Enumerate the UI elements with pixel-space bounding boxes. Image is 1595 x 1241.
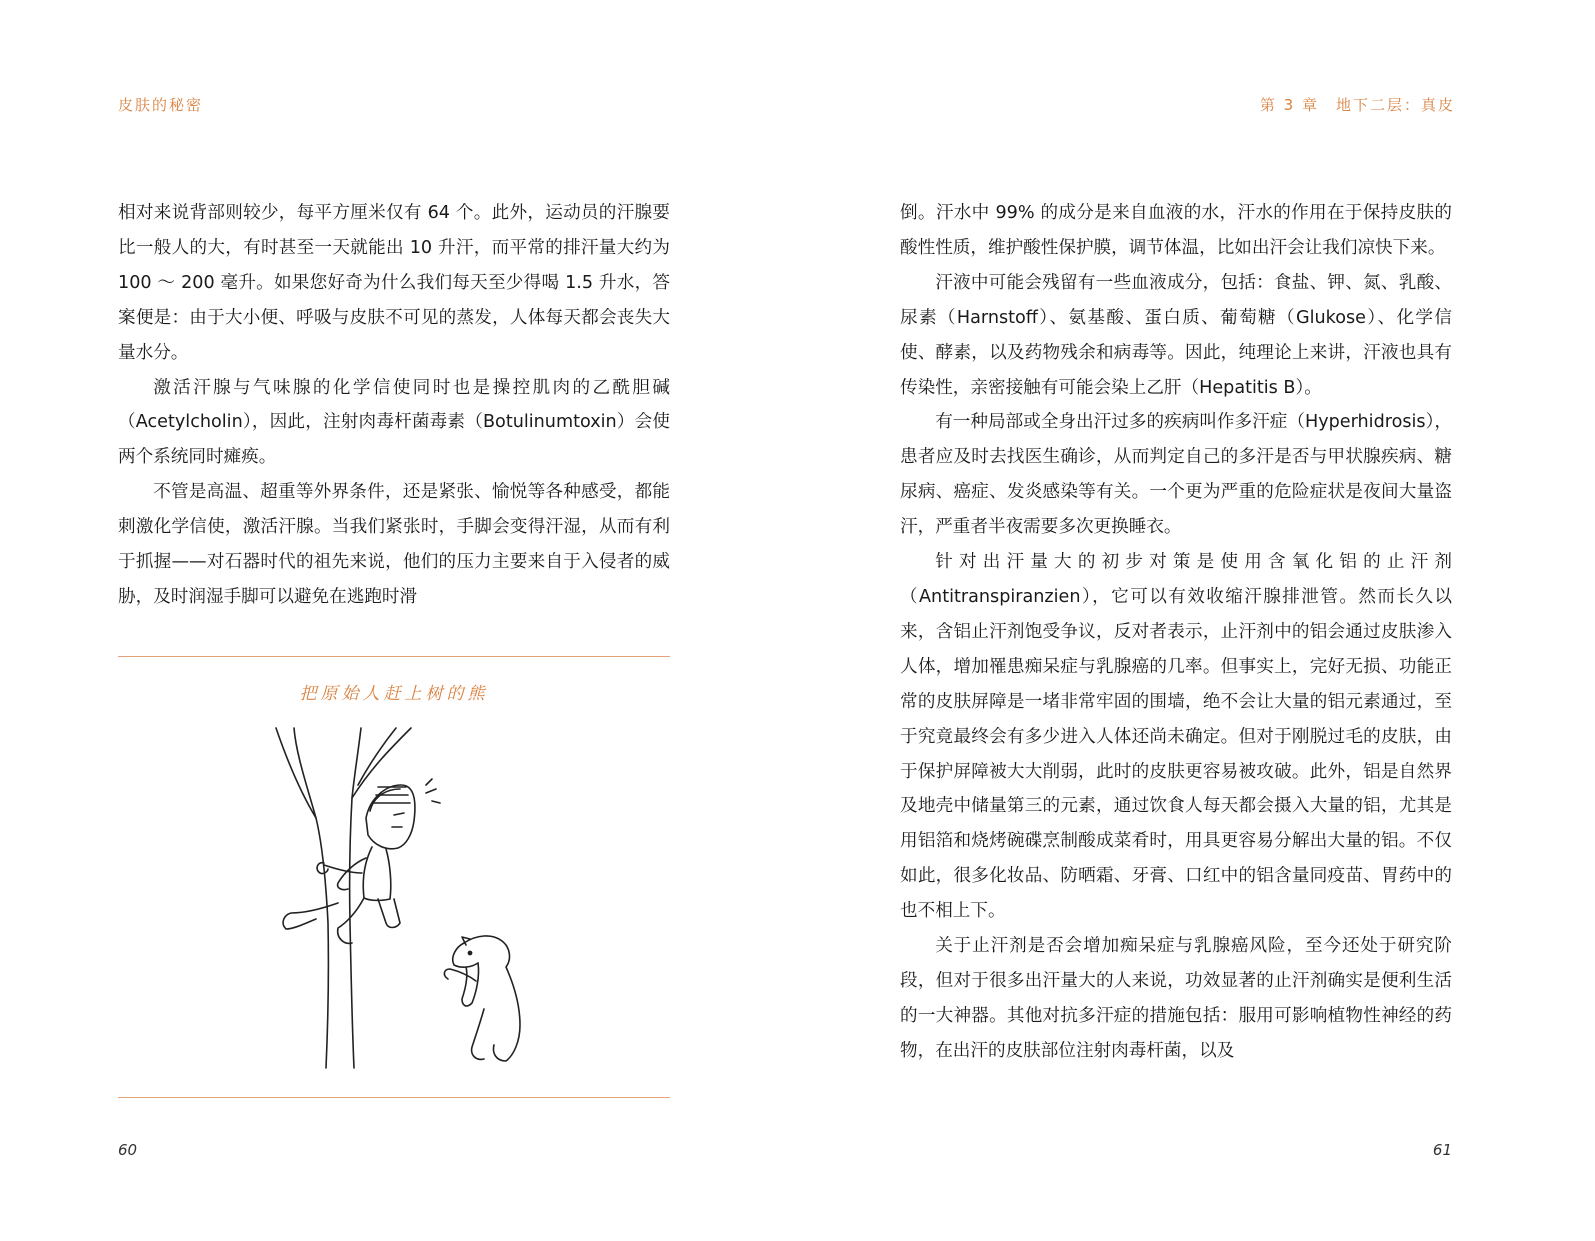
paragraph: 相对来说背部则较少，每平方厘米仅有 64 个。此外，运动员的汗腺要比一般人的大，有时甚至一天就能出 10 升汗，而平常的排汗量大约为 100 ～ 200 毫升。如果您好奇为什么我们每天至少得喝 1.5 升水，答案便是：由于大小便、呼吸与皮肤不可见的蒸发，人体每天都会丧失大量水分。 — [118, 203, 670, 363]
right-body-text — [900, 196, 1452, 1069]
paragraph: 不管是高温、超重等外界条件，还是紧张、愉悦等各种感受，都能刺激化学信使，激活汗腺。当我们紧张时，手脚会变得汗湿，从而有利于抓握——对石器时代的祖先来说，他们的压力主要来自于入侵者的威胁，及时润湿手脚可以避免在逃跑时滑 — [118, 482, 670, 607]
paragraph: 激活汗腺与气味腺的化学信使同时也是操控肌肉的乙酰胆碱（Acetylcholin），因此，注射肉毒杆菌毒素（Botulinumtoxin）会使两个系统同时瘫痪。 — [118, 377, 670, 468]
left-body-text — [118, 196, 670, 615]
left-page — [0, 0, 780, 1241]
page-number: 60 — [118, 1141, 138, 1159]
running-head-chapter: 第 3 章 地下二层：真皮 — [1259, 96, 1455, 114]
caveman-tree-bear-illustration — [266, 723, 536, 1073]
paragraph: 汗液中可能会残留有一些血液成分，包括：食盐、钾、氮、乳酸、尿素（Harnstoff）、氨基酸、蛋白质、葡萄糖（Glukose）、化学信使、酵素，以及药物残余和病毒等。因此，纯理论上来讲，汗液也具有传染性，亲密接触有可能会染上乙肝（Hepatitis B）。 — [900, 272, 1452, 398]
running-head-book-title: 皮肤的秘密 — [118, 96, 204, 114]
illustration-caption: 把原始人赶上树的熊 — [299, 684, 489, 704]
paragraph: 针对出汗量大的初步对策是使用含氧化铝的止汗剂（Antitranspiranzien），它可以有效收缩汗腺排泄管。然而长久以来，含铝止汗剂饱受争议，反对者表示，止汗剂中的铝会通过皮肤渗入人体，增加罹患痴呆症与乳腺癌的几率。但事实上，完好无损、功能正常的皮肤屏障是一堵非常牢固的围墙，绝不会让大量的铝元素通过，至于究竟最终会有多少进入人体还尚未确定。但对于刚脱过毛的皮肤，由于保护屏障被大大削弱，此时的皮肤更容易被攻破。此外，铝是自然界及地壳中储量第三的元素，通过饮食人每天都会摄入大量的铝，尤其是用铝箔和烧烤碗碟烹制酸成菜肴时，用具更容易分解出大量的铝。不仅如此，很多化妆品、防晒霜、牙膏、口红中的铝含量同疫苗、胃药中的也不相上下。 — [900, 552, 1452, 922]
page-number: 61 — [1432, 1141, 1452, 1159]
right-page — [800, 0, 1595, 1241]
paragraph: 有一种局部或全身出汗过多的疾病叫作多汗症（Hyperhidrosis），患者应及时去找医生确诊，从而判定自己的多汗是否与甲状腺疾病、糖尿病、癌症、发炎感染等有关。一个更为严重的危险症状是夜间大量盗汗，严重者半夜需要多次更换睡衣。 — [900, 412, 1452, 538]
illustration-box — [118, 656, 670, 1098]
paragraph: 倒。汗水中 99% 的成分是来自血液的水，汗水的作用在于保持皮肤的酸性性质，维护酸性保护膜，调节体温，比如出汗会让我们凉快下来。 — [900, 203, 1452, 258]
paragraph: 关于止汗剂是否会增加痴呆症与乳腺癌风险，至今还处于研究阶段，但对于很多出汗量大的人来说，功效显著的止汗剂确实是便利生活的一大神器。其他对抗多汗症的措施包括：服用可影响植物性神经的药物，在出汗的皮肤部位注射肉毒杆菌，以及 — [900, 936, 1452, 1061]
